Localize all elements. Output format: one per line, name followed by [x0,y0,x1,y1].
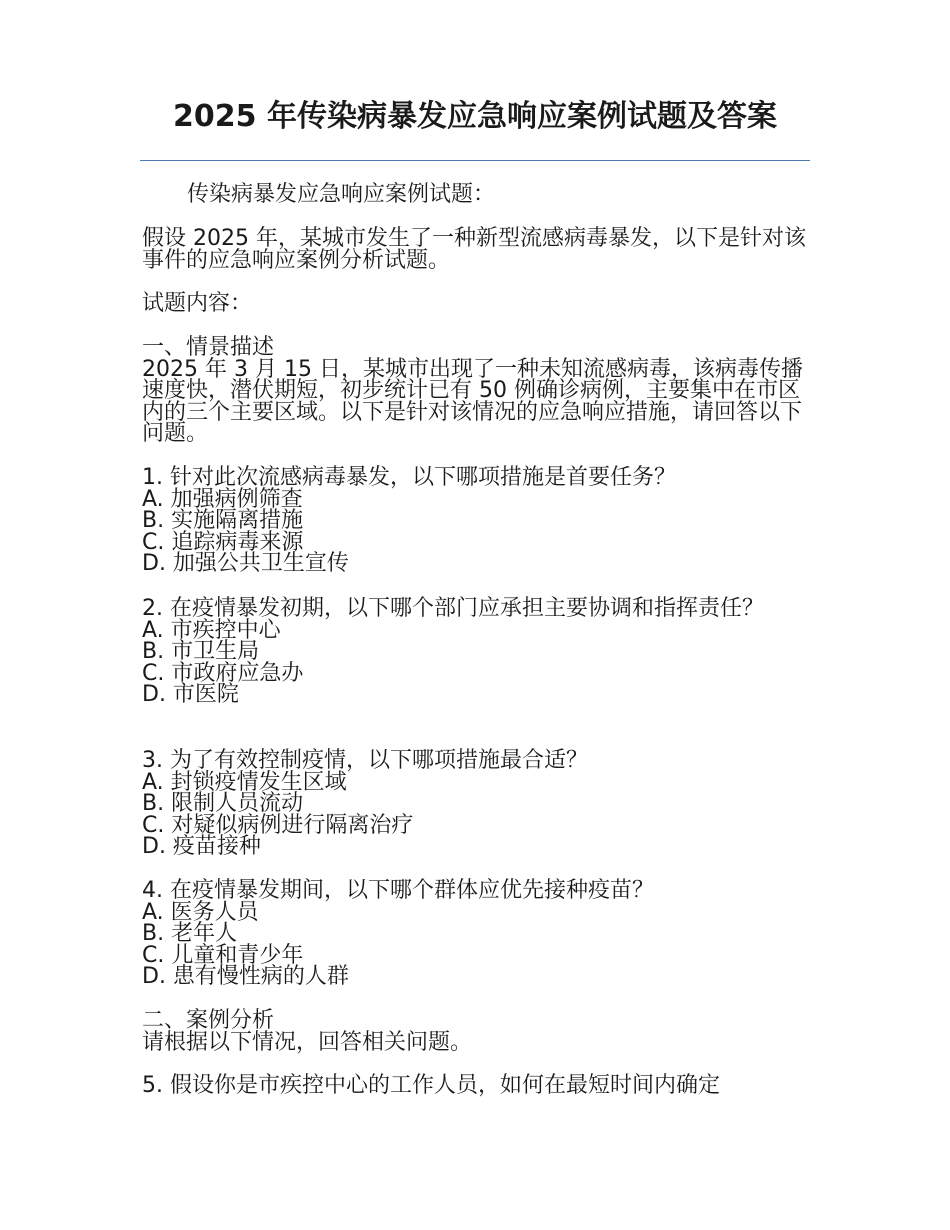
paragraph-scenario-intro: 假设 2025 年，某城市发生了一种新型流感病毒暴发，以下是针对该事件的应急响应案例分析试题。 [142,226,806,273]
question-3: 3. 为了有效控制疫情，以下哪项措施最合适？ A. 封锁疫情发生区域 B. 限制人员流动 C. 对疑似病例进行隔离治疗 D. 疫苗接种 [142,748,588,859]
intro-line: 传染病暴发应急响应案例试题： [187,182,496,207]
document-title: 2025 年传染病暴发应急响应案例试题及答案 [173,99,777,134]
question-5: 5. 假设你是市疾控中心的工作人员，如何在最短时间内确定 [142,1073,720,1098]
section-scenario-description: 一、情景描述 2025 年 3 月 15 日，某城市出现了一种未知流感病毒，该病毒传播速度快，潜伏期短，初步统计已有 50 例确诊病例，主要集中在市区内的三个主要区域。以下是针对该情况的应急响应措施，请回答以下问题。 [142,335,803,446]
section-case-analysis: 二、案例分析 请根据以下情况，回答相关问题。 [142,1008,473,1055]
question-4: 4. 在疫情暴发期间，以下哪个群体应优先接种疫苗？ A. 医务人员 B. 老年人 C. 儿童和青少年 D. 患有慢性病的人群 [142,878,654,989]
paragraph-content-heading: 试题内容： [142,291,253,316]
title-underline [140,160,810,161]
question-1: 1. 针对此次流感病毒暴发，以下哪项措施是首要任务？ A. 加强病例筛查 B. 实施隔离措施 C. 追踪病毒来源 D. 加强公共卫生宣传 [142,465,676,576]
question-2: 2. 在疫情暴发初期，以下哪个部门应承担主要协调和指挥责任？ A. 市疾控中心 B. 市卫生局 C. 市政府应急办 D. 市医院 [142,596,764,707]
